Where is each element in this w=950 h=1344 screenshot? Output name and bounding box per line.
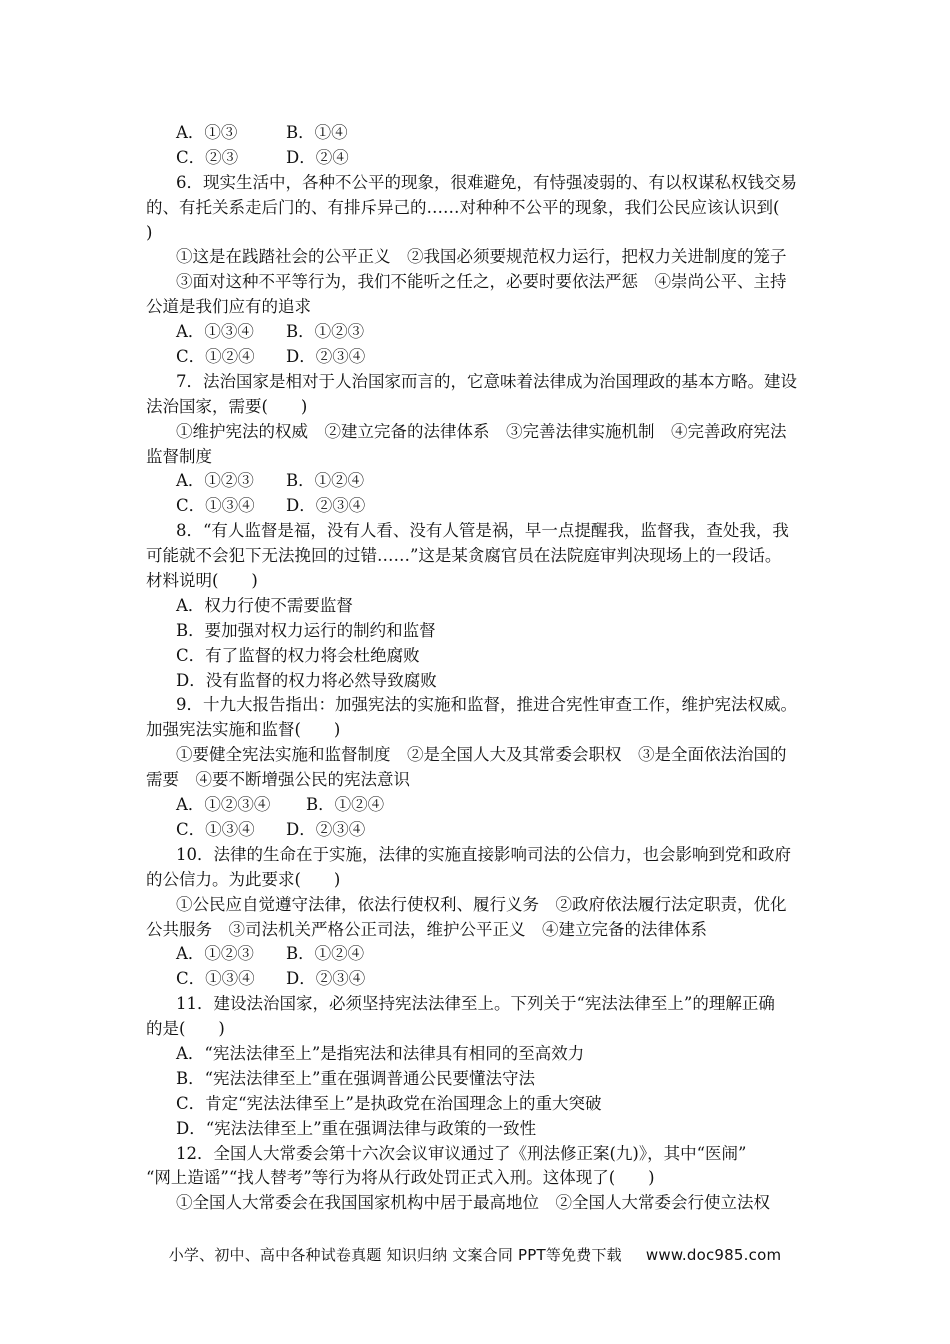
q7-option-d: D．②③④: [286, 496, 366, 516]
q10-stem-line-1: 10．法律的生命在于实施，法律的实施直接影响司法的公信力，也会影响到党和政府: [176, 844, 791, 864]
q10-stem-line-2: 的公信力。为此要求( ): [146, 869, 341, 889]
q11-stem-line-1: 11．建设法治国家，必须坚持宪法法律至上。下列关于“宪法法律至上”的理解正确: [176, 994, 775, 1014]
q8-option-d: D．没有监督的权力将必然导致腐败: [176, 670, 437, 690]
q5-option-d: D．②④: [286, 147, 349, 167]
q7-option-c: C．①③④: [176, 496, 255, 516]
q11-option-a: A．“宪法法律至上”是指宪法和法律具有相同的至高效力: [176, 1043, 585, 1063]
document-body: [146, 121, 811, 1216]
q8-stem-line-2: 可能就不会犯下无法挽回的过错……”这是某贪腐官员在法院庭审判决现场上的一段话。: [146, 546, 782, 566]
q9-options-row-2: [146, 818, 811, 843]
q7-stem-line-1: 7．法治国家是相对于人治国家而言的，它意味着法律成为治国理政的基本方略。建设: [176, 371, 797, 391]
q7-option-a: A．①②③: [176, 471, 254, 491]
q9-option-c: C．①③④: [176, 819, 255, 839]
q12-stem-line-2: “网上造谣”“找人替考”等行为将从行政处罚正式入刑。这体现了( ): [146, 1168, 655, 1188]
q8-stem-line-3: 材料说明( ): [146, 571, 258, 591]
q9-option-a: A．①②③④: [176, 795, 271, 815]
q10-choices-line-2: 公共服务 ③司法机关严格公正司法，维护公平正义 ④建立完备的法律体系: [146, 919, 707, 939]
q9-option-b: B．①②④: [306, 795, 385, 815]
q8-option-a: A．权力行使不需要监督: [176, 595, 353, 615]
q10-option-a: A．①②③: [176, 944, 254, 964]
q9-choices-line-1: ①要健全宪法实施和监督制度 ②是全国人大及其常委会职权 ③是全面依法治国的: [176, 745, 787, 765]
q11-option-d: D．“宪法法律至上”重在强调法律与政策的一致性: [176, 1118, 537, 1138]
q9-choices-line-2: 需要 ④要不断增强公民的宪法意识: [146, 770, 410, 790]
q8-option-b: B．要加强对权力运行的制约和监督: [176, 620, 436, 640]
q5-option-c: C．②③: [176, 147, 239, 167]
q6-stem-line-1: 6．现实生活中，各种不公平的现象，很难避免，有恃强凌弱的、有以权谋私权钱交易: [176, 172, 797, 192]
q6-option-d: D．②③④: [286, 347, 366, 367]
q5-options-row-2: [146, 146, 811, 171]
q6-option-a: A．①③④: [176, 322, 254, 342]
q9-options-row-1: [146, 793, 811, 818]
q7-options-row-2: [146, 494, 811, 519]
q5-option-a: A．①③: [176, 123, 238, 142]
q11-stem-line-2: 的是( ): [146, 1019, 225, 1039]
q10-option-d: D．②③④: [286, 969, 366, 989]
q12-choices-line-1: ①全国人大常委会在我国国家机构中居于最高地位 ②全国人大常委会行使立法权: [176, 1193, 770, 1213]
footer-url[interactable]: www.doc985.com: [645, 1246, 782, 1264]
q6-option-c: C．①②④: [176, 347, 255, 367]
q11-option-c: C．肯定“宪法法律至上”是执政党在治国理念上的重大突破: [176, 1093, 602, 1113]
q6-choices-line-2: ③面对这种不平等行为，我们不能听之任之，必要时要依法严惩 ④崇尚公平、主持: [176, 272, 787, 292]
q6-choices-line-1: ①这是在践踏社会的公平正义 ②我国必须要规范权力运行，把权力关进制度的笼子: [176, 247, 787, 267]
q9-option-d: D．②③④: [286, 819, 366, 839]
q8-stem-line-1: 8．“有人监督是福，没有人看、没有人管是祸，早一点提醒我，监督我，查处我，我: [176, 521, 789, 541]
q12-stem-line-1: 12．全国人大常委会第十六次会议审议通过了《刑法修正案(九)》，其中“医闹”: [176, 1143, 747, 1163]
q6-stem-line-2: 的、有托关系走后门的、有排斥异己的……对种种不公平的现象，我们公民应该认识到(: [146, 197, 780, 217]
page-footer: [0, 1244, 950, 1265]
q7-choices-line-1: ①维护宪法的权威 ②建立完备的法律体系 ③完善法律实施机制 ④完善政府宪法: [176, 421, 787, 441]
q6-option-b: B．①②③: [286, 322, 365, 342]
q10-choices-line-1: ①公民应自觉遵守法律，依法行使权利、履行义务 ②政府依法履行法定职责，优化: [176, 894, 787, 914]
q9-stem-line-2: 加强宪法实施和监督( ): [146, 720, 341, 740]
q7-stem-line-2: 法治国家，需要( ): [146, 396, 308, 416]
q5-option-b: B．①④: [286, 123, 348, 142]
footer-text: 小学、初中、高中各种试卷真题 知识归纳 文案合同 PPT等免费下载: [168, 1246, 622, 1264]
q6-options-row-1: [146, 320, 811, 345]
q6-options-row-2: [146, 345, 811, 370]
q7-choices-line-2: 监督制度: [146, 446, 212, 466]
q6-choices-line-3: 公道是我们应有的追求: [146, 297, 311, 317]
q10-options-row-2: [146, 967, 811, 992]
q7-options-row-1: [146, 469, 811, 494]
q6-stem-line-3: ): [146, 222, 153, 242]
q10-option-b: B．①②④: [286, 944, 365, 964]
q5-options-row-1: [146, 121, 811, 146]
q7-option-b: B．①②④: [286, 471, 365, 491]
q10-options-row-1: [146, 942, 811, 967]
q8-option-c: C．有了监督的权力将会杜绝腐败: [176, 645, 420, 665]
q10-option-c: C．①③④: [176, 969, 255, 989]
q11-option-b: B．“宪法法律至上”重在强调普通公民要懂法守法: [176, 1068, 535, 1088]
q9-stem-line-1: 9．十九大报告指出：加强宪法的实施和监督，推进合宪性审查工作，维护宪法权威。: [176, 695, 797, 715]
